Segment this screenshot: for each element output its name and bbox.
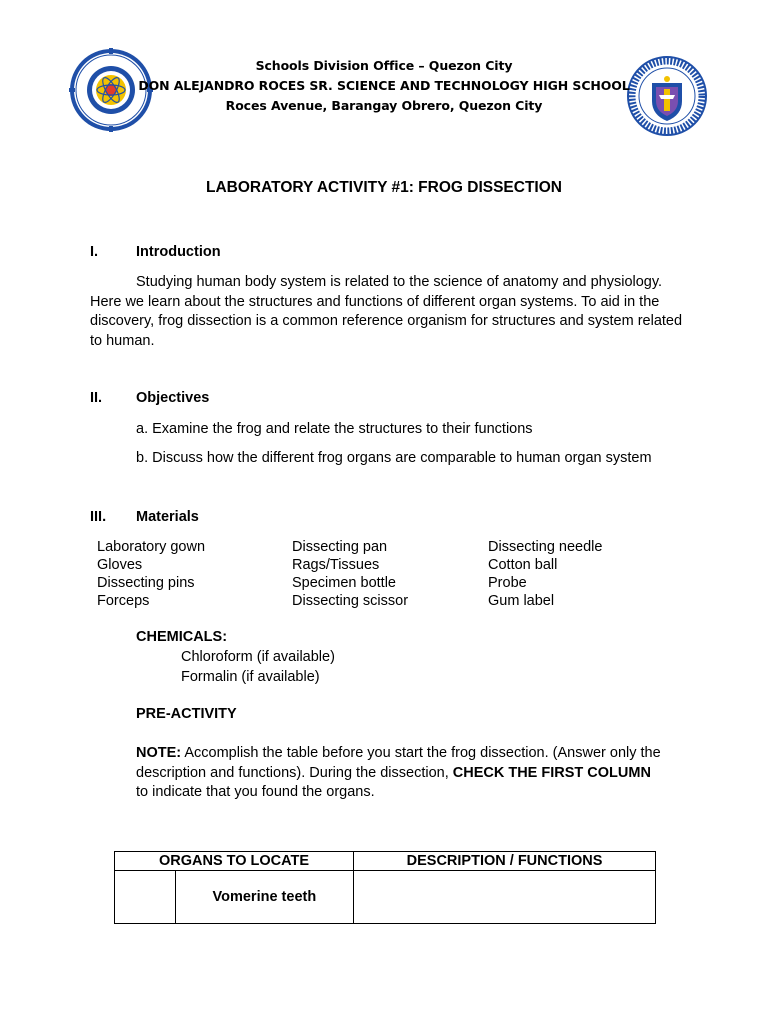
table-header-organs: ORGANS TO LOCATE [115,852,354,871]
material-item: Dissecting needle [488,539,603,555]
material-item: Dissecting pins [97,575,195,591]
note-label: NOTE: [136,745,182,761]
section-title-intro: Introduction [136,244,221,260]
section-title-materials: Materials [136,509,199,525]
description-cell[interactable] [354,871,656,924]
pre-activity-heading: PRE-ACTIVITY [136,706,237,722]
note-paragraph [136,744,666,803]
chemical-item: Chloroform (if available) [181,649,335,665]
header-office: Schools Division Office – Quezon City [255,58,513,73]
table-row [115,871,656,924]
chemicals-list [181,648,335,687]
chemicals-heading: CHEMICALS: [136,629,228,645]
note-text: to indicate that you found the organs. [136,784,375,800]
chemical-item: Formalin (if available) [181,668,320,685]
materials-column-1 [97,538,205,610]
section-number-objectives: II. [90,390,103,406]
material-item: Dissecting pan [292,539,388,555]
header-address: Roces Avenue, Barangay Obrero, Quezon City [225,98,543,113]
material-item: Laboratory gown [97,539,206,555]
table-header-row [115,852,656,871]
organ-name-cell: Vomerine teeth [175,871,353,924]
material-item: Specimen bottle [292,575,396,591]
organs-table [114,851,656,924]
objective-item: b. Discuss how the different frog organs are comparable to human organ system [136,450,652,466]
intro-paragraph: Studying human body system is related to the science of anatomy and physiology. Here we learn about the structures and functions of different organ systems. To aid in the discovery, frog dissection is a common reference organism for structures and system related to human. [90,274,683,349]
note-emphasis: CHECK THE FIRST COLUMN [452,764,651,781]
section-number-materials: III. [90,509,107,525]
materials-column-2 [292,538,408,610]
section-number-intro: I. [90,244,99,260]
material-item: Forceps [97,593,150,609]
objective-item: a. Examine the frog and relate the structures to their functions [136,421,533,437]
material-item: Dissecting scissor [292,593,409,609]
material-item: Cotton ball [488,557,558,573]
materials-column-3 [488,538,602,610]
material-item: Gum label [488,593,555,609]
material-item: Gloves [97,557,143,573]
material-item: Rags/Tissues [292,557,380,573]
header-school-name: DON ALEJANDRO ROCES SR. SCIENCE AND TECHNOLOGY HIGH SCHOOL [138,78,630,93]
section-title-objectives: Objectives [136,390,210,406]
table-header-description: DESCRIPTION / FUNCTIONS [354,852,656,871]
material-item: Probe [488,575,527,591]
found-check-cell[interactable] [115,871,176,924]
note-text: Accomplish the table before you start the frog dissection. (Answer only the description and functions). During the dissection, [136,745,661,781]
page-title: LABORATORY ACTIVITY #1: FROG DISSECTION [206,179,562,196]
